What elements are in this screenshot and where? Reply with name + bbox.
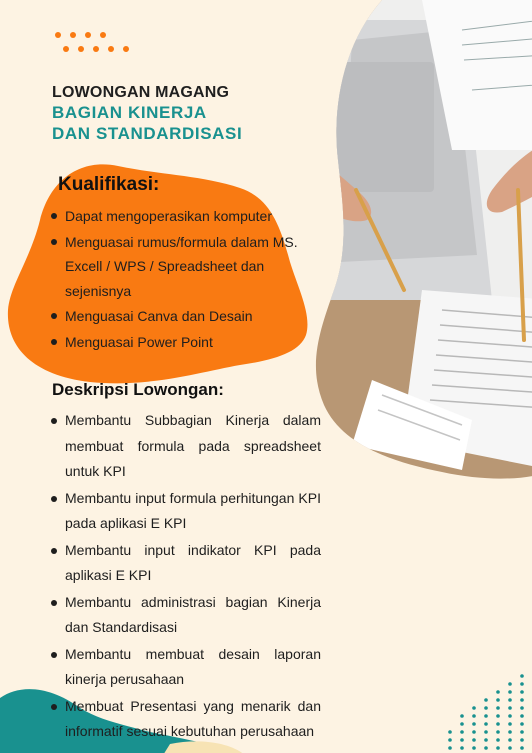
deskripsi-item: Membantu Subbagian Kinerja dalam membuat formula pada spreadsheet untuk KPI — [50, 408, 321, 485]
deskripsi-item: Membantu membuat desain laporan kinerja perusahaan — [50, 642, 321, 693]
deskripsi-item: Membantu administrasi bagian Kinerja dan Standardisasi — [50, 590, 321, 641]
kualifikasi-title: Kualifikasi: — [58, 174, 160, 195]
deskripsi-title: Deskripsi Lowongan: — [52, 380, 224, 399]
kualifikasi-item: Dapat mengoperasikan komputer — [50, 204, 312, 229]
heading-line-2: BAGIAN KINERJA — [52, 103, 207, 122]
deskripsi-item: Membantu input indikator KPI pada aplikasi E KPI — [50, 538, 321, 589]
kualifikasi-item: Menguasai rumus/formula dalam MS. Excell / WPS / Spreadsheet dan sejenisnya — [50, 230, 312, 304]
heading-line-1: LOWONGAN MAGANG — [52, 84, 230, 101]
deskripsi-list — [50, 408, 321, 746]
poster-heading — [52, 84, 322, 144]
orange-dots-decoration — [54, 30, 134, 56]
kualifikasi-item: Menguasai Canva dan Desain — [50, 304, 312, 329]
kualifikasi-item: Menguasai Power Point — [50, 330, 312, 355]
deskripsi-item: Membuat Presentasi yang menarik dan informatif sesuai kebutuhan perusahaan — [50, 694, 321, 745]
kualifikasi-list — [50, 204, 312, 355]
laptop-photo-image — [312, 0, 532, 753]
heading-line-3: DAN STANDARDISASI — [52, 124, 243, 143]
deskripsi-item: Membantu input formula perhitungan KPI pada aplikasi E KPI — [50, 486, 321, 537]
teal-dots-decoration — [446, 672, 532, 753]
